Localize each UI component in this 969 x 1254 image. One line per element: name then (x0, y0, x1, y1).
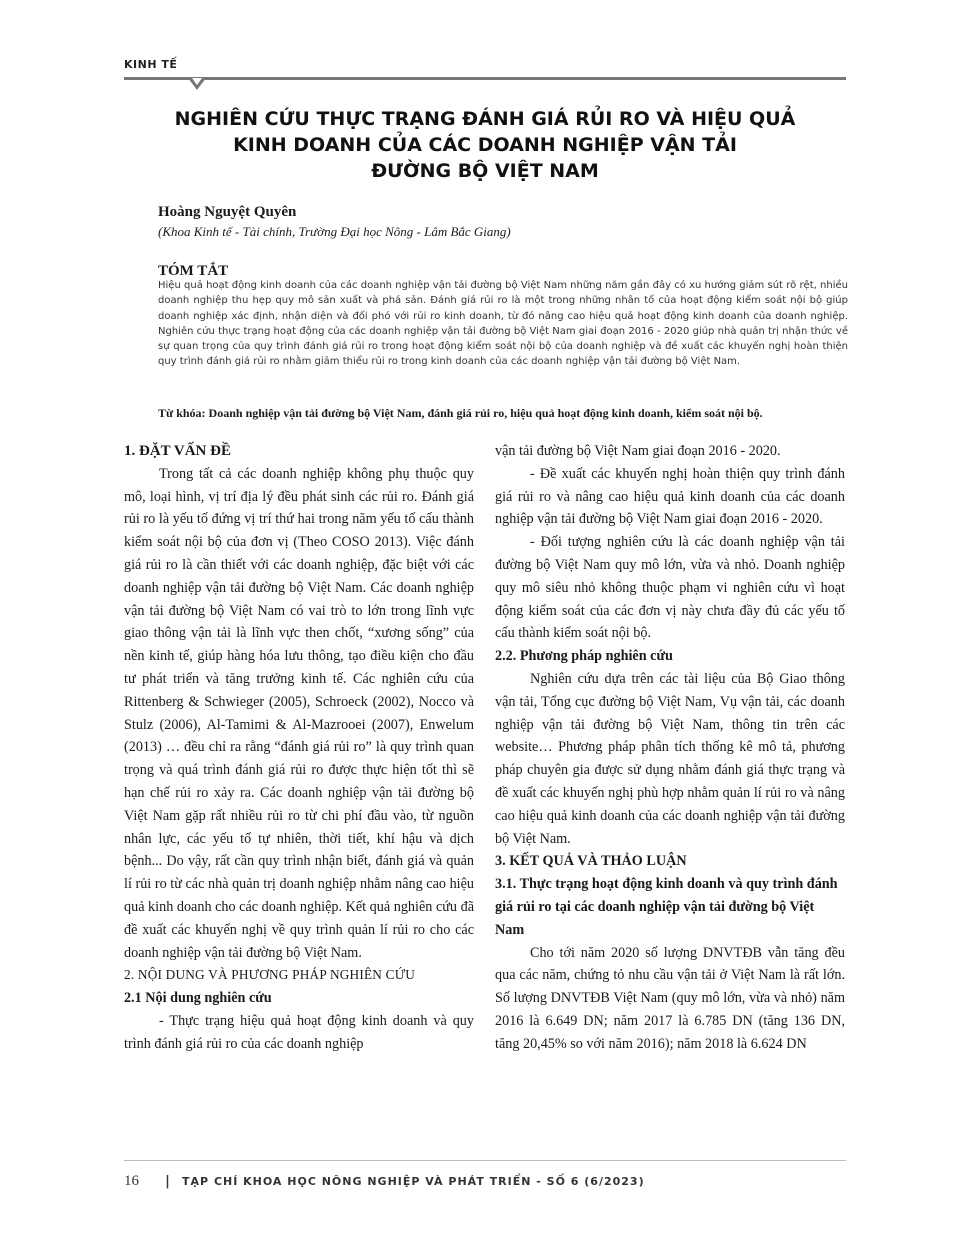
paragraph-recommendations: - Đề xuất các khuyến nghị hoàn thiện quy trình đánh giá rủi ro và nâng cao hiệu quả kinh doanh của các doanh nghiệp vận tải đường bộ Việt Nam giai đoạn 2016 - 2020. (495, 465, 845, 528)
left-column (124, 440, 474, 1056)
paragraph-business-status: Cho tới năm 2020 số lượng DNVTĐB vẫn tăng đều qua các năm, chứng tỏ nhu cầu vận tải ở Việt Nam là rất lớn. Số lượng DNVTĐB Việt Nam (quy mô lớn, vừa và nhỏ) năm 2016 là 6.649 DN; năm 2017 là 6.785 DN (tăng 136 DN, tăng 20,45% so với năm 2016); năm 2018 là 6.624 DN (495, 944, 845, 1052)
title-line-2: KINH DOANH CỦA CÁC DOANH NGHIỆP VẬN TẢI (233, 134, 737, 156)
header-rule-notch-inner (192, 78, 202, 85)
section-label: KINH TẾ (124, 58, 178, 71)
heading-business-status: 3.1. Thực trạng hoạt động kinh doanh và quy trình đánh giá rủi ro tại các doanh nghiệp vận tải đường bộ Việt Nam (495, 876, 838, 938)
heading-research-content: 2.1 Nội dung nghiên cứu (124, 990, 272, 1007)
paragraph-research-method: Nghiên cứu dựa trên các tài liệu của Bộ Giao thông vận tải, Tổng cục đường bộ Việt Nam, Vụ vận tải, các doanh nghiệp vận tải đường bộ Việt Nam, thông tin trên các website… Phương pháp phân tích thống kê mô tả, phương pháp chuyên gia được sử dụng nhằm đánh giá thực trạng và đề xuất các khuyến nghị phù hợp nhằm quản lí rủi ro và nâng cao hiệu quả kinh doanh của các doanh nghiệp vận tải đường bộ Việt Nam. (495, 670, 845, 847)
paragraph-continued: vận tải đường bộ Việt Nam giai đoạn 2016 - 2020. (495, 443, 781, 459)
journal-name: TẠP CHÍ KHOA HỌC NÔNG NGHIỆP VÀ PHÁT TRIỂN - SỐ 6 (6/2023) (182, 1175, 645, 1188)
page-number: 16 (124, 1173, 139, 1189)
paragraph-introduction: Trong tất cả các doanh nghiệp không phụ thuộc quy mô, loại hình, vị trí địa lý đều phát sinh các rủi ro. Đánh giá rủi ro là yếu tố đứng vị trí thứ hai trong năm yếu tố cấu thành kiểm soát nội bộ của đơn vị (Theo COSO 2013). Việc đánh giá rủi ro là cần thiết với các doanh nghiệp, đặc biệt với các doanh nghiệp vận tải đường bộ Việt Nam. Các doanh nghiệp vận tải đường bộ Việt Nam có vai trò to lớn trong lĩnh vực giao thông vận tải là lĩnh vực then chốt, “xương sống” của nền kinh tế, giúp hàng hóa lưu thông, tạo điều kiện cho đầu tư phát triển và tăng trưởng kinh tế. Các nghiên cứu của Rittenberg & Schwieger (2005), Schroeck (2002), Nocco và Stulz (2006), Al-Tamimi & Al-Mazrooei (2007), Enwelum (2013) … đều chỉ ra rằng “đánh giá rủi ro” là quy trình quan trọng và quá trình đánh giá rủi ro được thực hiện tốt thì sẽ hạn chế rủi ro xảy ra. Các doanh nghiệp vận tải đường bộ Việt Nam gặp rất nhiều rủi ro từ chi phí đầu vào, từ nguồn nhân lực, các yếu tố tự nhiên, thời tiết, khí hậu và dịch bệnh... Do vậy, rất cần quy trình nhận biết, đánh giá và quản lí rủi ro từ các nhà quản trị doanh nghiệp nhằm nâng cao hiệu quả kinh doanh cho các doanh nghiệp. Kết quả nghiên cứu đã đề xuất các khuyến nghị về quy trình quản lí rủi ro cho các doanh nghiệp vận tải đường bộ Việt Nam. (124, 465, 474, 961)
title-line-3: ĐƯỜNG BỘ VIỆT NAM (371, 160, 599, 182)
page-footer (124, 1173, 645, 1190)
footer-rule (124, 1160, 846, 1161)
paragraph-research-subject: - Đối tượng nghiên cứu là các doanh nghiệp vận tải đường bộ Việt Nam quy mô lớn, vừa và nhỏ. Doanh nghiệp quy mô siêu nhỏ không thuộc phạm vi nghiên cứu vì hoạt động kiểm soát của các đơn vị này chưa đầy đủ các yếu tố cấu thành kiểm soát nội bộ. (495, 534, 845, 642)
footer-separator: | (165, 1174, 170, 1189)
abstract-text: Hiệu quả hoạt động kinh doanh của các doanh nghiệp vận tải đường bộ Việt Nam những năm gần đây có xu hướng giảm sút rõ rệt, nhiều doanh nghiệp thu hẹp quy mô sản xuất và phá sản. Đánh giá rủi ro là một trong những nhân tố của hoạt động kiểm soát nội bộ giúp doanh nghiệp xác định, nhận diện và đối phó với rủi ro kinh doanh, từ đó nâng cao hiệu quả hoạt động kinh doanh của doanh nghiệp. Nghiên cứu thực trạng hoạt động của các doanh nghiệp vận tải đường bộ Việt Nam giai đoạn 2016 - 2020 giúp nhà quản trị nhận thức về sự quan trọng của quy trình đánh giá rủi ro trong hoạt động kiểm soát nội bộ của doanh nghiệp và đề xuất các khuyến nghị hoàn thiện quy trình đánh giá rủi ro nhằm giảm thiểu rủi ro trong kinh doanh của các doanh nghiệp vận tải đường bộ Việt Nam. (158, 280, 848, 368)
paragraph-research-content: - Thực trạng hiệu quả hoạt động kinh doanh và quy trình đánh giá rủi ro của các doanh nghiệp (124, 1012, 474, 1052)
heading-content-methods: 2. NỘI DUNG VÀ PHƯƠNG PHÁP NGHIÊN CỨU (124, 967, 416, 983)
author-affiliation: (Khoa Kinh tế - Tài chính, Trường Đại học Nông - Lâm Bắc Giang) (158, 224, 511, 239)
right-column (495, 440, 845, 1056)
header-rule (124, 77, 846, 80)
heading-results: 3. KẾT QUẢ VÀ THẢO LUẬN (495, 853, 687, 870)
heading-introduction: 1. ĐẶT VẤN ĐỀ (124, 443, 231, 459)
article-title (140, 106, 830, 184)
title-line-1: NGHIÊN CỨU THỰC TRẠNG ĐÁNH GIÁ RỦI RO VÀ HIỆU QUẢ (174, 108, 796, 130)
heading-research-method: 2.2. Phương pháp nghiên cứu (495, 648, 673, 665)
author-name: Hoàng Nguyệt Quyên (158, 204, 297, 220)
abstract-heading: TÓM TẮT (158, 263, 229, 279)
keywords: Từ khóa: Doanh nghiệp vận tải đường bộ Việt Nam, đánh giá rủi ro, hiệu quả hoạt động kinh doanh, kiểm soát nội bộ. (158, 406, 763, 420)
